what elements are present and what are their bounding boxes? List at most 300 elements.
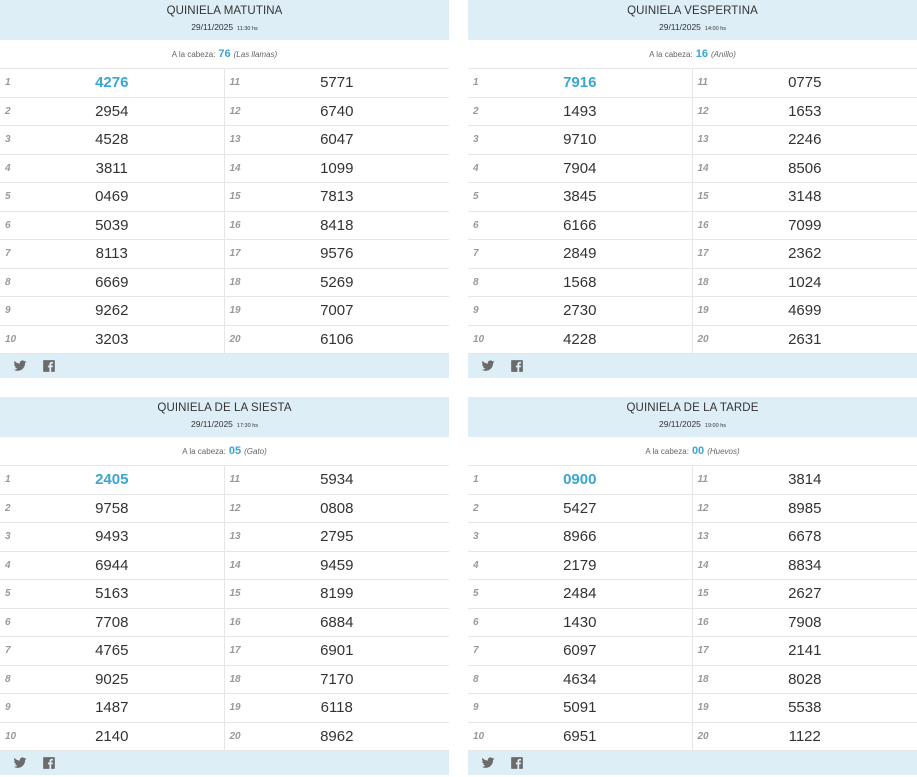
drawn-number: 2179: [563, 556, 597, 574]
drawn-number: 7904: [563, 159, 597, 177]
result-row: [468, 126, 692, 155]
result-row: [468, 694, 692, 723]
results-column-11-20: [225, 69, 450, 354]
position-number: 20: [229, 730, 241, 742]
result-row: [693, 694, 917, 723]
result-row: [225, 326, 450, 355]
drawn-number: 4699: [788, 302, 822, 320]
drawn-number: 6740: [320, 102, 354, 120]
panel-vespertina: [468, 0, 917, 378]
result-row: [468, 240, 692, 269]
position-number: 18: [697, 673, 709, 685]
drawn-number: 5427: [563, 499, 597, 517]
position-number: 18: [697, 276, 709, 288]
drawn-number: 2141: [788, 642, 822, 660]
result-row: [693, 552, 917, 581]
winning-number: 0900: [563, 471, 597, 489]
position-number: 8: [5, 673, 11, 685]
panel-title: QUINIELA DE LA SIESTA: [157, 402, 292, 414]
position-number: 8: [5, 276, 11, 288]
position-number: 4: [473, 162, 479, 174]
position-number: 20: [229, 333, 241, 345]
result-row: [225, 183, 450, 212]
result-row: [468, 666, 692, 695]
result-row: [468, 155, 692, 184]
result-row: [0, 694, 224, 723]
result-row: [0, 495, 224, 524]
position-number: 16: [697, 616, 709, 628]
result-row: [468, 723, 692, 752]
result-row: [0, 155, 224, 184]
a-la-cabeza-label: A la cabeza:: [182, 446, 226, 456]
result-row: [0, 466, 224, 495]
result-row: [693, 666, 917, 695]
drawn-number: 2730: [563, 302, 597, 320]
draw-time: 11:30 hs: [237, 26, 258, 32]
drawn-number: 6901: [320, 642, 354, 660]
drawn-number: 5091: [563, 699, 597, 717]
position-number: 5: [473, 191, 479, 203]
result-row: [225, 240, 450, 269]
results-column-1-10: [0, 69, 225, 354]
results-column-11-20: [225, 466, 450, 751]
facebook-icon[interactable]: [41, 358, 57, 374]
drawn-number: 6106: [320, 330, 354, 348]
date-text: 29/11/2025: [190, 419, 233, 429]
panel-title: QUINIELA DE LA TARDE: [626, 402, 759, 414]
panel-title: QUINIELA VESPERTINA: [627, 5, 758, 17]
drawn-number: 1430: [563, 613, 597, 631]
result-row: [468, 637, 692, 666]
drawn-number: 3845: [563, 188, 597, 206]
result-row: [468, 297, 692, 326]
position-number: 15: [229, 588, 241, 600]
drawn-number: 0469: [95, 188, 129, 206]
panel-tarde: [468, 397, 917, 775]
drawn-number: 9262: [95, 302, 129, 320]
panel-siesta: [0, 397, 449, 775]
drawn-number: 1024: [788, 273, 822, 291]
drawn-number: 8985: [788, 499, 822, 517]
cabeza-meaning: (Las llamas): [233, 49, 278, 59]
drawn-number: 8199: [320, 585, 354, 603]
result-row: [225, 666, 450, 695]
winning-number: 7916: [563, 74, 597, 92]
drawn-number: 2849: [563, 245, 597, 263]
drawn-number: 1487: [95, 699, 129, 717]
drawn-number: 0808: [320, 499, 354, 517]
position-number: 2: [473, 502, 479, 514]
position-number: 11: [229, 474, 240, 486]
result-row: [468, 466, 692, 495]
result-row: [693, 723, 917, 752]
position-number: 20: [697, 333, 709, 345]
position-number: 2: [5, 502, 11, 514]
position-number: 13: [229, 134, 241, 146]
drawn-number: 0775: [788, 74, 822, 92]
position-number: 4: [473, 559, 479, 571]
draw-date: [0, 21, 449, 35]
result-row: [225, 495, 450, 524]
result-row: [225, 466, 450, 495]
result-row: [468, 269, 692, 298]
results-column-11-20: [693, 466, 917, 751]
position-number: 15: [697, 191, 709, 203]
panel-header: [0, 397, 449, 437]
a-la-cabeza: [468, 437, 917, 466]
twitter-icon[interactable]: [12, 755, 28, 771]
position-number: 17: [229, 248, 241, 260]
position-number: 5: [5, 588, 11, 600]
share-bar: [0, 354, 449, 378]
result-row: [468, 212, 692, 241]
drawn-number: 8113: [95, 245, 128, 263]
position-number: 1: [5, 474, 11, 486]
drawn-number: 9710: [563, 131, 597, 149]
results-column-1-10: [0, 466, 225, 751]
drawn-number: 4765: [95, 642, 129, 660]
drawn-number: 7708: [95, 613, 129, 631]
result-row: [225, 723, 450, 752]
result-row: [468, 580, 692, 609]
drawn-number: 8028: [788, 670, 822, 688]
position-number: 8: [473, 276, 479, 288]
drawn-number: 2954: [95, 102, 129, 120]
drawn-number: 5538: [788, 699, 822, 717]
drawn-number: 5039: [95, 216, 129, 234]
result-row: [0, 297, 224, 326]
cabeza-number: 05: [228, 445, 242, 457]
drawn-number: 2484: [563, 585, 597, 603]
position-number: 13: [697, 531, 709, 543]
drawn-number: 6669: [95, 273, 129, 291]
a-la-cabeza-label: A la cabeza:: [649, 49, 693, 59]
result-row: [693, 69, 917, 98]
position-number: 15: [229, 191, 241, 203]
position-number: 10: [473, 333, 485, 345]
result-row: [0, 212, 224, 241]
position-number: 7: [5, 645, 11, 657]
result-row: [0, 183, 224, 212]
results-grid: [0, 69, 449, 354]
result-row: [225, 69, 450, 98]
facebook-icon[interactable]: [509, 755, 525, 771]
result-row: [468, 326, 692, 355]
result-row: [225, 694, 450, 723]
position-number: 4: [5, 559, 11, 571]
result-row: [0, 69, 224, 98]
drawn-number: 7813: [320, 188, 354, 206]
result-row: [225, 637, 450, 666]
result-row: [0, 98, 224, 127]
cabeza-number: 76: [218, 48, 231, 60]
position-number: 4: [5, 162, 11, 174]
result-row: [693, 297, 917, 326]
position-number: 12: [697, 105, 709, 117]
panel-title: QUINIELA MATUTINA: [166, 5, 283, 17]
panel-matutina: [0, 0, 449, 378]
a-la-cabeza: [0, 40, 449, 69]
result-row: [693, 326, 917, 355]
drawn-number: 1122: [788, 727, 821, 745]
result-row: [225, 212, 450, 241]
facebook-icon[interactable]: [41, 755, 57, 771]
position-number: 7: [5, 248, 11, 260]
position-number: 6: [5, 616, 11, 628]
drawn-number: 7908: [788, 613, 822, 631]
drawn-number: 1653: [788, 102, 822, 120]
drawn-number: 6951: [563, 727, 597, 745]
position-number: 14: [229, 559, 241, 571]
position-number: 9: [473, 702, 479, 714]
position-number: 1: [473, 474, 479, 486]
position-number: 15: [697, 588, 709, 600]
position-number: 18: [229, 276, 241, 288]
share-bar: [468, 751, 917, 775]
position-number: 9: [5, 305, 11, 317]
drawn-number: 7170: [320, 670, 354, 688]
drawn-number: 3148: [788, 188, 822, 206]
result-row: [693, 523, 917, 552]
winning-number: 4276: [95, 74, 129, 92]
position-number: 13: [229, 531, 241, 543]
result-row: [468, 495, 692, 524]
result-row: [468, 69, 692, 98]
drawn-number: 8506: [788, 159, 822, 177]
position-number: 3: [473, 134, 479, 146]
drawn-number: 2246: [788, 131, 822, 149]
position-number: 10: [5, 333, 17, 345]
position-number: 3: [5, 531, 11, 543]
drawn-number: 8834: [788, 556, 822, 574]
result-row: [225, 297, 450, 326]
position-number: 16: [229, 616, 241, 628]
drawn-number: 8966: [563, 528, 597, 546]
drawn-number: 9025: [95, 670, 129, 688]
position-number: 18: [229, 673, 241, 685]
draw-date: [468, 21, 917, 35]
share-bar: [468, 354, 917, 378]
panel-header: [0, 0, 449, 40]
result-row: [0, 723, 224, 752]
drawn-number: 1099: [320, 159, 354, 177]
position-number: 9: [473, 305, 479, 317]
date-text: 29/11/2025: [658, 22, 701, 32]
result-row: [0, 552, 224, 581]
a-la-cabeza: [0, 437, 449, 466]
result-row: [225, 523, 450, 552]
a-la-cabeza-label: A la cabeza:: [645, 446, 689, 456]
drawn-number: 6944: [95, 556, 129, 574]
a-la-cabeza-label: A la cabeza:: [171, 49, 216, 59]
draw-time: 19:00 hs: [704, 423, 727, 429]
drawn-number: 3203: [95, 330, 129, 348]
result-row: [225, 269, 450, 298]
position-number: 17: [697, 248, 709, 260]
results-grid: [468, 69, 917, 354]
result-row: [225, 155, 450, 184]
date-text: 29/11/2025: [191, 22, 234, 32]
position-number: 1: [5, 77, 11, 89]
panel-header: [468, 397, 917, 437]
cabeza-meaning: (Huevos): [707, 446, 740, 456]
drawn-number: 6097: [563, 642, 597, 660]
result-row: [225, 609, 450, 638]
position-number: 2: [473, 105, 479, 117]
results-column-1-10: [468, 466, 693, 751]
position-number: 19: [229, 702, 241, 714]
panel-header: [468, 0, 917, 40]
result-row: [225, 580, 450, 609]
result-row: [693, 269, 917, 298]
position-number: 9: [5, 702, 11, 714]
cabeza-meaning: (Gato): [244, 446, 267, 456]
result-row: [468, 183, 692, 212]
position-number: 19: [229, 305, 241, 317]
a-la-cabeza: [468, 40, 917, 69]
winning-number: 2405: [95, 471, 129, 489]
result-row: [225, 126, 450, 155]
drawn-number: 6047: [320, 131, 354, 149]
position-number: 3: [473, 531, 479, 543]
result-row: [0, 269, 224, 298]
date-text: 29/11/2025: [658, 419, 701, 429]
result-row: [693, 637, 917, 666]
result-row: [693, 155, 917, 184]
drawn-number: 3814: [788, 471, 822, 489]
drawn-number: 2140: [95, 727, 129, 745]
results-column-1-10: [468, 69, 693, 354]
result-row: [0, 637, 224, 666]
result-row: [0, 240, 224, 269]
position-number: 17: [697, 645, 709, 657]
position-number: 17: [229, 645, 241, 657]
facebook-icon[interactable]: [509, 358, 525, 374]
drawn-number: 7099: [788, 216, 822, 234]
twitter-icon[interactable]: [480, 755, 496, 771]
drawn-number: 9493: [95, 528, 129, 546]
drawn-number: 9758: [95, 499, 129, 517]
position-number: 14: [229, 162, 241, 174]
drawn-number: 6884: [320, 613, 354, 631]
result-row: [0, 326, 224, 355]
result-row: [693, 580, 917, 609]
share-bar: [0, 751, 449, 775]
position-number: 12: [229, 105, 241, 117]
position-number: 14: [697, 559, 709, 571]
result-row: [468, 552, 692, 581]
result-row: [693, 466, 917, 495]
drawn-number: 4634: [563, 670, 597, 688]
position-number: 14: [697, 162, 709, 174]
result-row: [0, 666, 224, 695]
cabeza-number: 16: [695, 48, 708, 60]
result-row: [693, 183, 917, 212]
drawn-number: 9459: [320, 556, 354, 574]
result-row: [0, 126, 224, 155]
position-number: 6: [5, 219, 11, 231]
position-number: 16: [229, 219, 241, 231]
drawn-number: 3811: [95, 159, 128, 177]
drawn-number: 4528: [95, 131, 129, 149]
drawn-number: 2627: [788, 585, 822, 603]
result-row: [225, 552, 450, 581]
position-number: 13: [697, 134, 709, 146]
drawn-number: 2795: [320, 528, 354, 546]
position-number: 5: [5, 191, 11, 203]
cabeza-number: 00: [691, 445, 705, 457]
position-number: 7: [473, 248, 479, 260]
result-row: [693, 495, 917, 524]
position-number: 8: [473, 673, 479, 685]
position-number: 10: [5, 730, 17, 742]
twitter-icon[interactable]: [12, 358, 28, 374]
draw-date: [468, 418, 917, 432]
position-number: 5: [473, 588, 479, 600]
drawn-number: 6678: [788, 528, 822, 546]
drawn-number: 9576: [320, 245, 354, 263]
drawn-number: 6166: [563, 216, 597, 234]
result-row: [693, 212, 917, 241]
results-column-11-20: [693, 69, 917, 354]
drawn-number: 2631: [788, 330, 822, 348]
drawn-number: 7007: [320, 302, 354, 320]
position-number: 11: [229, 77, 240, 89]
result-row: [468, 609, 692, 638]
position-number: 12: [697, 502, 709, 514]
result-row: [0, 580, 224, 609]
position-number: 16: [697, 219, 709, 231]
result-row: [693, 98, 917, 127]
result-row: [468, 98, 692, 127]
result-row: [0, 609, 224, 638]
drawn-number: 5771: [320, 74, 354, 92]
results-grid: [0, 466, 449, 751]
draw-date: [0, 418, 449, 432]
drawn-number: 2362: [788, 245, 822, 263]
position-number: 6: [473, 616, 479, 628]
drawn-number: 6118: [320, 699, 353, 717]
position-number: 2: [5, 105, 11, 117]
result-row: [225, 98, 450, 127]
position-number: 12: [229, 502, 241, 514]
position-number: 19: [697, 305, 709, 317]
result-row: [693, 240, 917, 269]
cabeza-meaning: (Anillo): [710, 49, 736, 59]
drawn-number: 8962: [320, 727, 354, 745]
position-number: 7: [473, 645, 479, 657]
result-row: [693, 609, 917, 638]
position-number: 6: [473, 219, 479, 231]
twitter-icon[interactable]: [480, 358, 496, 374]
drawn-number: 4228: [563, 330, 597, 348]
position-number: 19: [697, 702, 709, 714]
result-row: [693, 126, 917, 155]
position-number: 1: [473, 77, 479, 89]
draw-time: 14:00 hs: [704, 26, 727, 32]
drawn-number: 1568: [563, 273, 597, 291]
result-row: [468, 523, 692, 552]
drawn-number: 5163: [95, 585, 129, 603]
draw-time: 17:30 hs: [236, 423, 259, 429]
drawn-number: 5269: [320, 273, 354, 291]
position-number: 11: [697, 77, 708, 89]
position-number: 11: [697, 474, 708, 486]
drawn-number: 8418: [320, 216, 354, 234]
result-row: [0, 523, 224, 552]
drawn-number: 5934: [320, 471, 354, 489]
drawn-number: 1493: [563, 102, 597, 120]
